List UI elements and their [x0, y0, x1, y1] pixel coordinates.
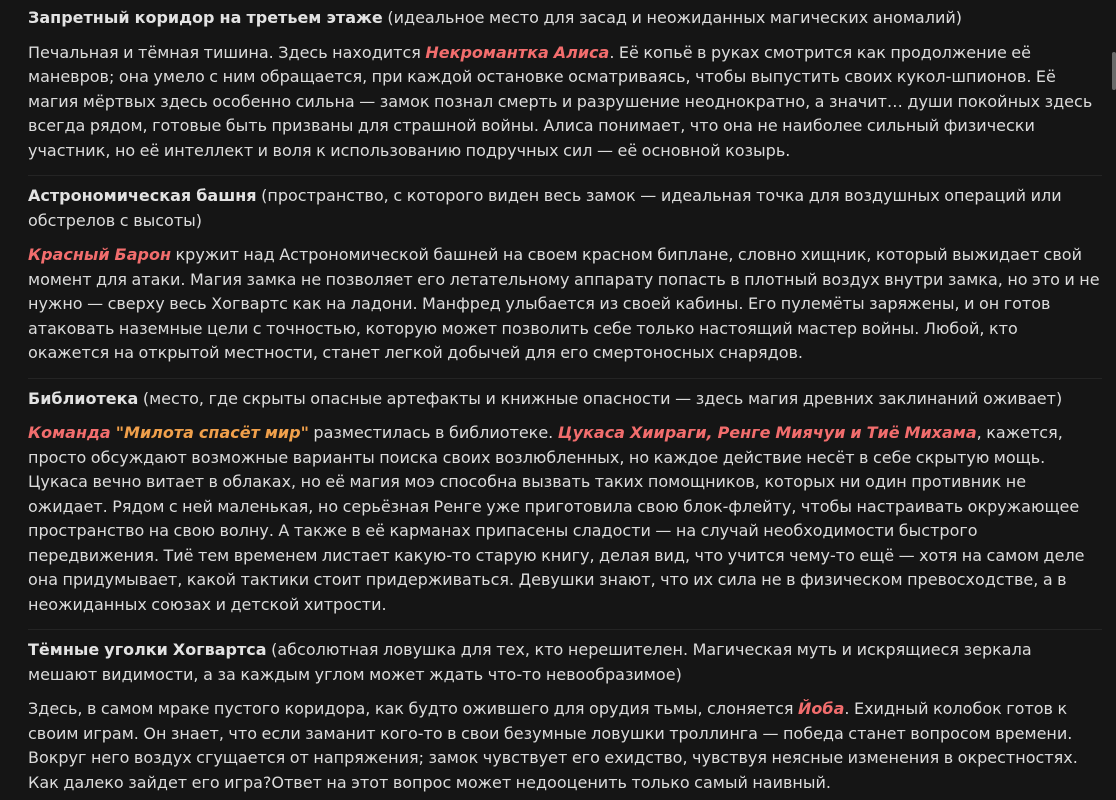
section-heading-library: [28, 387, 1102, 412]
section-title: Астрономическая башня: [28, 186, 257, 205]
section-title: Библиотека: [28, 388, 139, 408]
section-heading-corridor: [28, 6, 1102, 31]
paragraph-dark-corners: [28, 697, 1102, 795]
section-divider: [28, 378, 1102, 379]
paragraph-text: кружит над Астрономической башней на своем красном биплане, словно хищник, который выжидает свой момент для атаки. Магия замка не позволяет его летательному аппарату попасть в плотный воздух внутри замка, но это и не нужно — сверху весь Хогвартс как на ладони. Манфред улыбается из своей кабины. Его пулемёты заряжены, и он готов атаковать наземные цели с точностью, которую может позволить себе только настоящий мастер войны. Любой, кто окажется на открытой местности, станет легкой добычей для его смертоносных снарядов.: [28, 245, 1100, 362]
section-title: Тёмные уголки Хогвартса: [28, 640, 267, 659]
team-label: Команда: [28, 423, 116, 442]
message-content: [28, 6, 1102, 795]
paragraph-corridor: [28, 41, 1102, 164]
paragraph-text: разместилась в библиотеке.: [308, 423, 558, 442]
section-heading-tower: [28, 184, 1102, 233]
section-divider: [28, 175, 1102, 176]
character-name-alisa: Некромантка Алиса: [425, 42, 610, 62]
paragraph-text: . Её копьё в руках смотрится как продолжение её маневров; она умело с ним обращается, при каждой остановке осматриваясь, чтобы выпустить своих кукол-шпионов. Её магия мёртвых здесь особенно сильна — замок познал смерть и разрушение неоднократно, а значит… души покойных здесь всегда рядом, готовые быть призваны для страшной войны. Алиса понимает, что она не наиболее сильный физически участник, но её интеллект и воля к использованию подручных сил — её основной козырь.: [28, 42, 1093, 160]
section-heading-dark-corners: [28, 638, 1102, 687]
paragraph-library: [28, 421, 1102, 617]
section-note: (пространство, с которого виден весь замок — идеальная точка для воздушных операций или обстрелов с высоты): [28, 186, 1062, 230]
character-names-team: Цукаса Хиираги, Ренге Миячуи и Тиё Михама: [557, 423, 977, 442]
paragraph-text: . Ехидный колобок готов к своим играм. Он знает, что если заманит кого-то в свои безумные ловушки троллинга — победа станет вопросом времени. Вокруг него воздух сгущается от напряжения; замок чувствует его ехидство, чувствуя неясные изменения в окрестностях. Как далеко зайдет его игра?Ответ на этот вопрос может недооценить только самый наивный.: [28, 699, 1078, 792]
section-note: (место, где скрыты опасные артефакты и книжные опасности — здесь магия древних заклинаний оживает): [138, 388, 1063, 408]
section-divider: [28, 629, 1102, 630]
paragraph-text: Здесь, в самом мраке пустого коридора, как будто ожившего для орудия тьмы, слоняется: [28, 699, 799, 718]
character-name-yoba: Йоба: [798, 699, 845, 718]
paragraph-text: , кажется, просто обсуждают возможные варианты поиска своих возлюбленных, но каждое действие несёт в себе скрытую мощь. Цукаса вечно витает в облаках, но её магия моэ способна вызвать таких помощников, которых ни один противник не ожидает. Рядом с ней маленькая, но серьёзная Ренге уже приготовила свою блок-флейту, чтобы настраивать окружающее пространство на свою волну. А также в её карманах припасены сладости — на случай необходимости быстрого передвижения. Тиё тем временем листает какую-то старую книгу, делая вид, что учится чему-то ещё — хотя на самом деле она придумывает, какой тактики стоит придерживаться. Девушки знают, что их сила не в физическом превосходстве, а в неожиданных союзах и детской хитрости.: [28, 423, 1085, 614]
paragraph-tower: [28, 243, 1102, 366]
section-title: Запретный коридор на третьем этаже: [28, 8, 383, 27]
character-name-red-baron: Красный Барон: [28, 245, 172, 264]
section-note: (идеальное место для засад и неожиданных магических аномалий): [382, 8, 962, 27]
team-name: "Милота спасёт мир": [115, 423, 309, 442]
scrollbar-thumb[interactable]: [1112, 52, 1116, 90]
section-note: (абсолютная ловушка для тех, кто нерешителен. Магическая муть и искрящиеся зеркала мешают видимости, а за каждым углом может ждать что-то невообразимое): [28, 640, 1032, 684]
paragraph-text: Печальная и тёмная тишина. Здесь находится: [28, 42, 426, 62]
